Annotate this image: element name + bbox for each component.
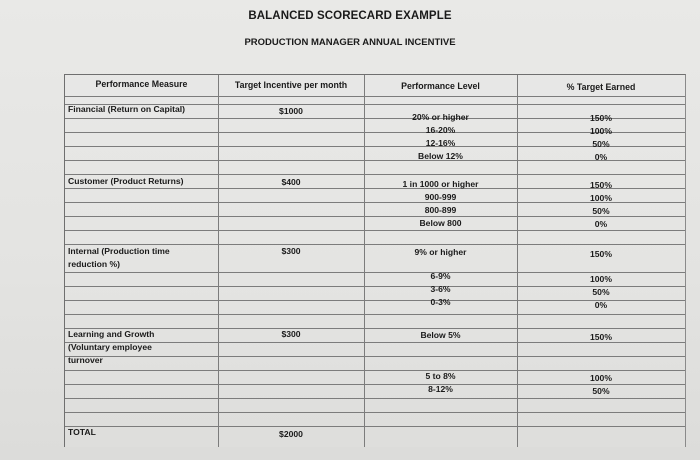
grid-line [65,314,685,315]
level-customer-4: Below 800 [419,218,462,228]
earned-financial-3: 50% [592,139,610,149]
level-customer-2: 900-999 [424,192,457,202]
earned-internal-2: 100% [590,274,612,284]
grid-line [218,75,219,447]
level-learning-3: 8-12% [428,384,453,394]
grid-line [65,412,685,413]
earned-customer-1: 150% [590,180,612,190]
grid-line [65,96,685,97]
earned-financial-4: 0% [594,152,608,162]
measure-customer: Customer (Product Returns) [68,176,184,186]
earned-financial-1: 150% [590,113,612,123]
incentive-financial: $1000 [279,106,303,116]
measure-internal-line-2: reduction %) [68,259,121,269]
total-label: TOTAL [68,427,96,437]
document-title: BALANCED SCORECARD EXAMPLE [248,10,452,22]
earned-internal-3: 50% [592,287,610,297]
level-internal-4: 0-3% [430,297,451,307]
earned-customer-2: 100% [590,193,612,203]
level-financial-3: 12-16% [425,138,456,148]
earned-financial-2: 100% [590,126,612,136]
level-financial-2: 16-20% [425,125,456,135]
level-customer-1: 1 in 1000 or higher [402,179,479,189]
header-performance-level: Performance Level [401,81,480,91]
incentive-customer: $400 [281,177,301,187]
level-internal-1: 9% or higher [414,247,467,257]
incentive-internal: $300 [281,246,301,256]
measure-learning-line-3: turnover [68,355,103,365]
scorecard-table [64,74,686,447]
level-internal-2: 6-9% [430,271,451,281]
grid-line [65,426,685,427]
document-subtitle: PRODUCTION MANAGER ANNUAL INCENTIVE [244,37,456,48]
incentive-learning: $300 [281,329,301,339]
header-target-incentive: Target Incentive per month [234,80,348,90]
header-target-earned: % Target Earned [566,82,636,92]
level-internal-3: 3-6% [430,284,451,294]
measure-financial: Financial (Return on Capital) [68,104,185,114]
measure-learning-line-1: Learning and Growth [68,329,155,339]
level-customer-3: 800-899 [424,205,457,215]
earned-internal-4: 0% [594,300,608,310]
total-value: $2000 [279,429,303,439]
grid-line [65,356,685,357]
level-learning-2: 5 to 8% [425,371,456,381]
earned-learning-2: 100% [590,373,612,383]
earned-internal-1: 150% [590,249,612,259]
header-performance-measure: Performance Measure [95,79,188,89]
earned-customer-4: 0% [594,219,608,229]
earned-customer-3: 50% [592,206,610,216]
measure-learning-line-2: (Voluntary employee [68,342,152,352]
level-financial-4: Below 12% [418,151,463,161]
earned-learning-1: 150% [590,332,612,342]
earned-learning-3: 50% [592,386,610,396]
measure-internal-line-1: Internal (Production time [68,246,170,256]
level-financial-1: 20% or higher [412,112,469,122]
level-learning-1: Below 5% [420,330,461,340]
